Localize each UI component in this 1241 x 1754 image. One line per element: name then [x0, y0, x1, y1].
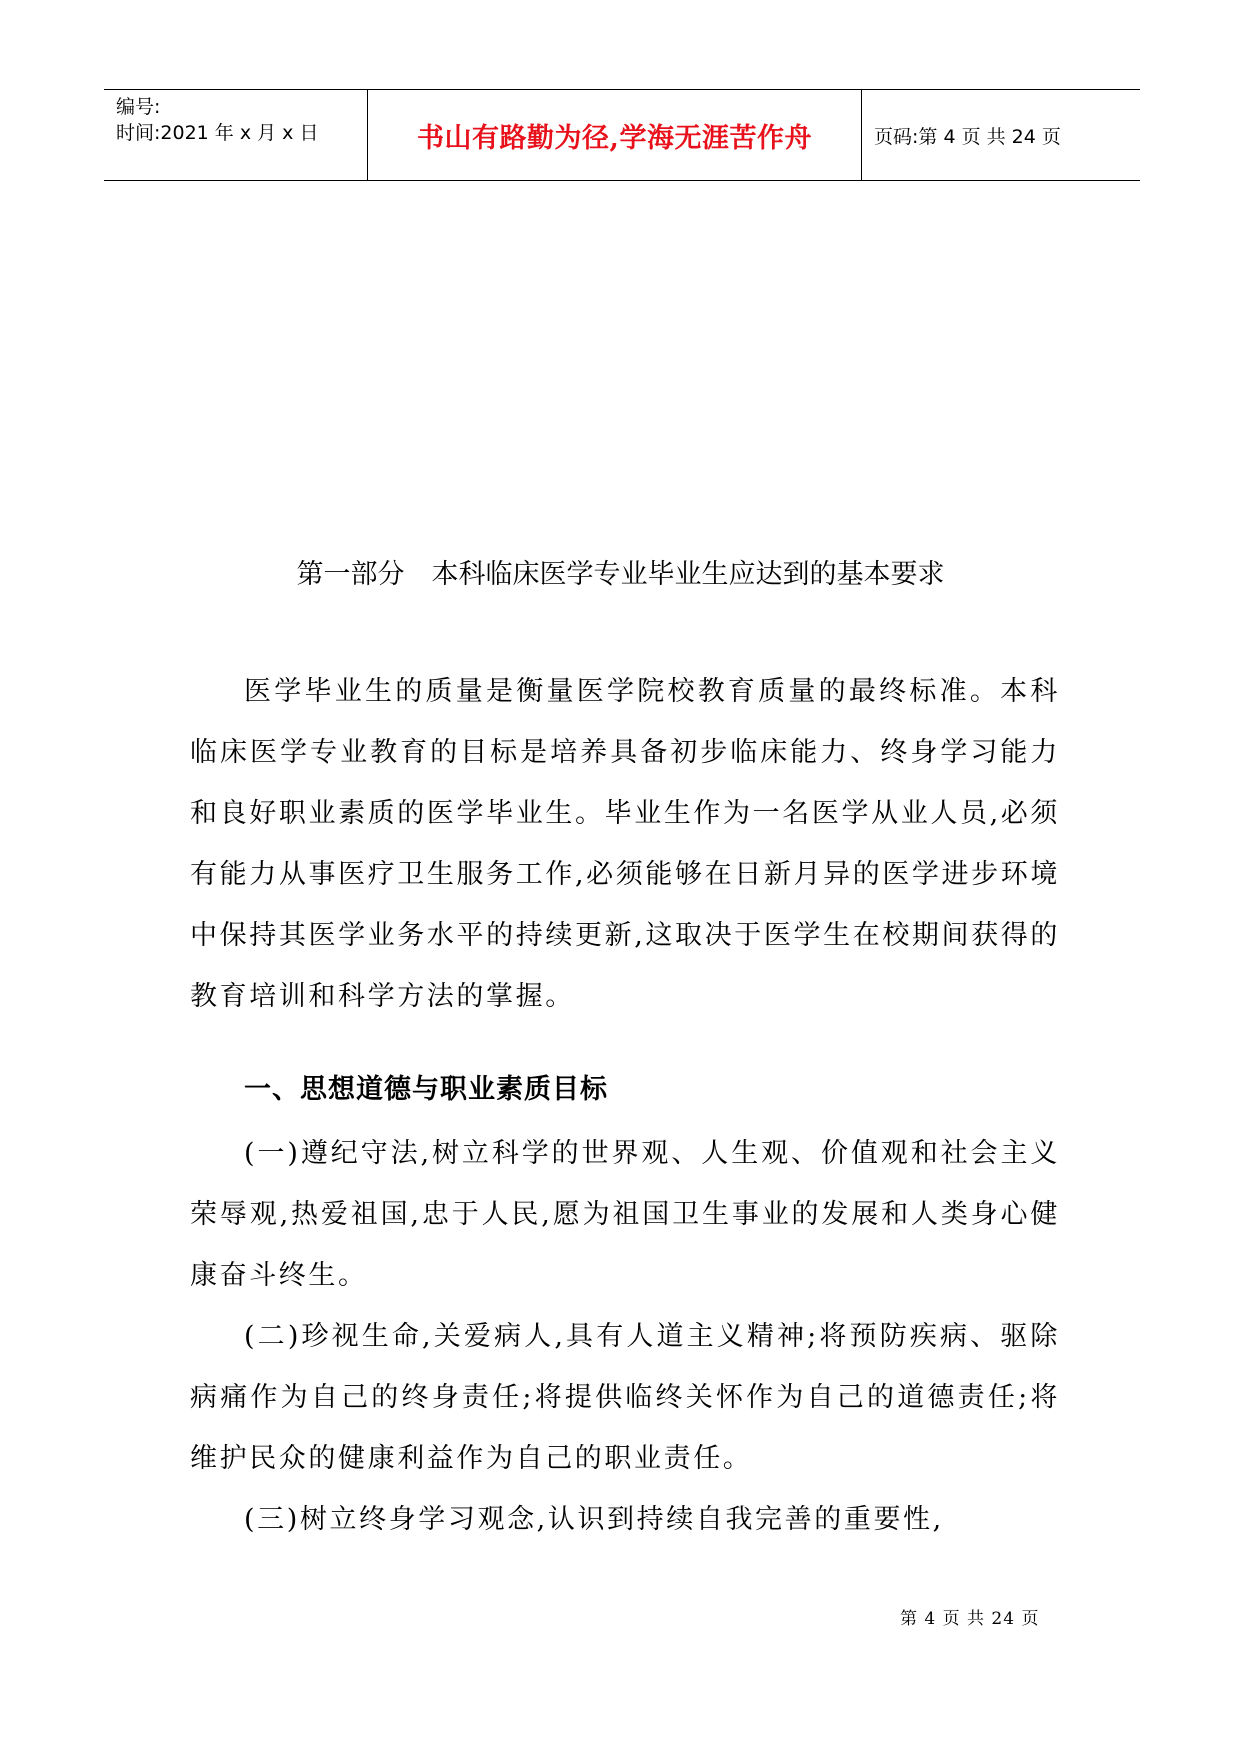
item-2-block — [190, 1306, 1060, 1489]
item-1-block — [190, 1123, 1060, 1306]
header-motto: 书山有路勤为径,学海无涯苦作舟 — [417, 122, 812, 154]
item-3-block — [190, 1489, 1060, 1550]
document-date-label: 时间:2021 年 x 月 x 日 — [116, 122, 319, 144]
section-heading: 一、思想道德与职业素质目标 — [244, 1074, 608, 1105]
list-item: (一)遵纪守法,树立科学的世界观、人生观、价值观和社会主义荣辱观,热爱祖国,忠于人民,愿为祖国卫生事业的发展和人类身心健康奋斗终生。 — [190, 1138, 1060, 1291]
list-item: (三)树立终身学习观念,认识到持续自我完善的重要性, — [244, 1504, 944, 1535]
list-item: (二)珍视生命,关爱病人,具有人道主义精神;将预防疾病、驱除病痛作为自己的终身责任;将提供临终关怀作为自己的道德责任;将维护民众的健康利益作为自己的职业责任。 — [190, 1321, 1060, 1474]
document-header-table — [104, 89, 1140, 181]
header-motto-cell — [368, 90, 862, 180]
document-number-label: 编号: — [116, 96, 161, 118]
header-page-cell — [862, 90, 1140, 180]
header-meta-cell — [104, 90, 368, 180]
page-footer: 第 4 页 共 24 页 — [900, 1609, 1040, 1629]
intro-paragraph-block — [190, 661, 1060, 1027]
part-title: 第一部分 本科临床医学专业毕业生应达到的基本要求 — [296, 559, 945, 590]
intro-paragraph: 医学毕业生的质量是衡量医学院校教育质量的最终标准。本科临床医学专业教育的目标是培养具备初步临床能力、终身学习能力和良好职业素质的医学毕业生。毕业生作为一名医学从业人员,必须有能力从事医疗卫生服务工作,必须能够在日新月异的医学进步环境中保持其医学业务水平的持续更新,这取决于医学生在校期间获得的教育培训和科学方法的掌握。 — [190, 676, 1060, 1012]
header-page-info: 页码:第 4 页 共 24 页 — [874, 125, 1061, 148]
